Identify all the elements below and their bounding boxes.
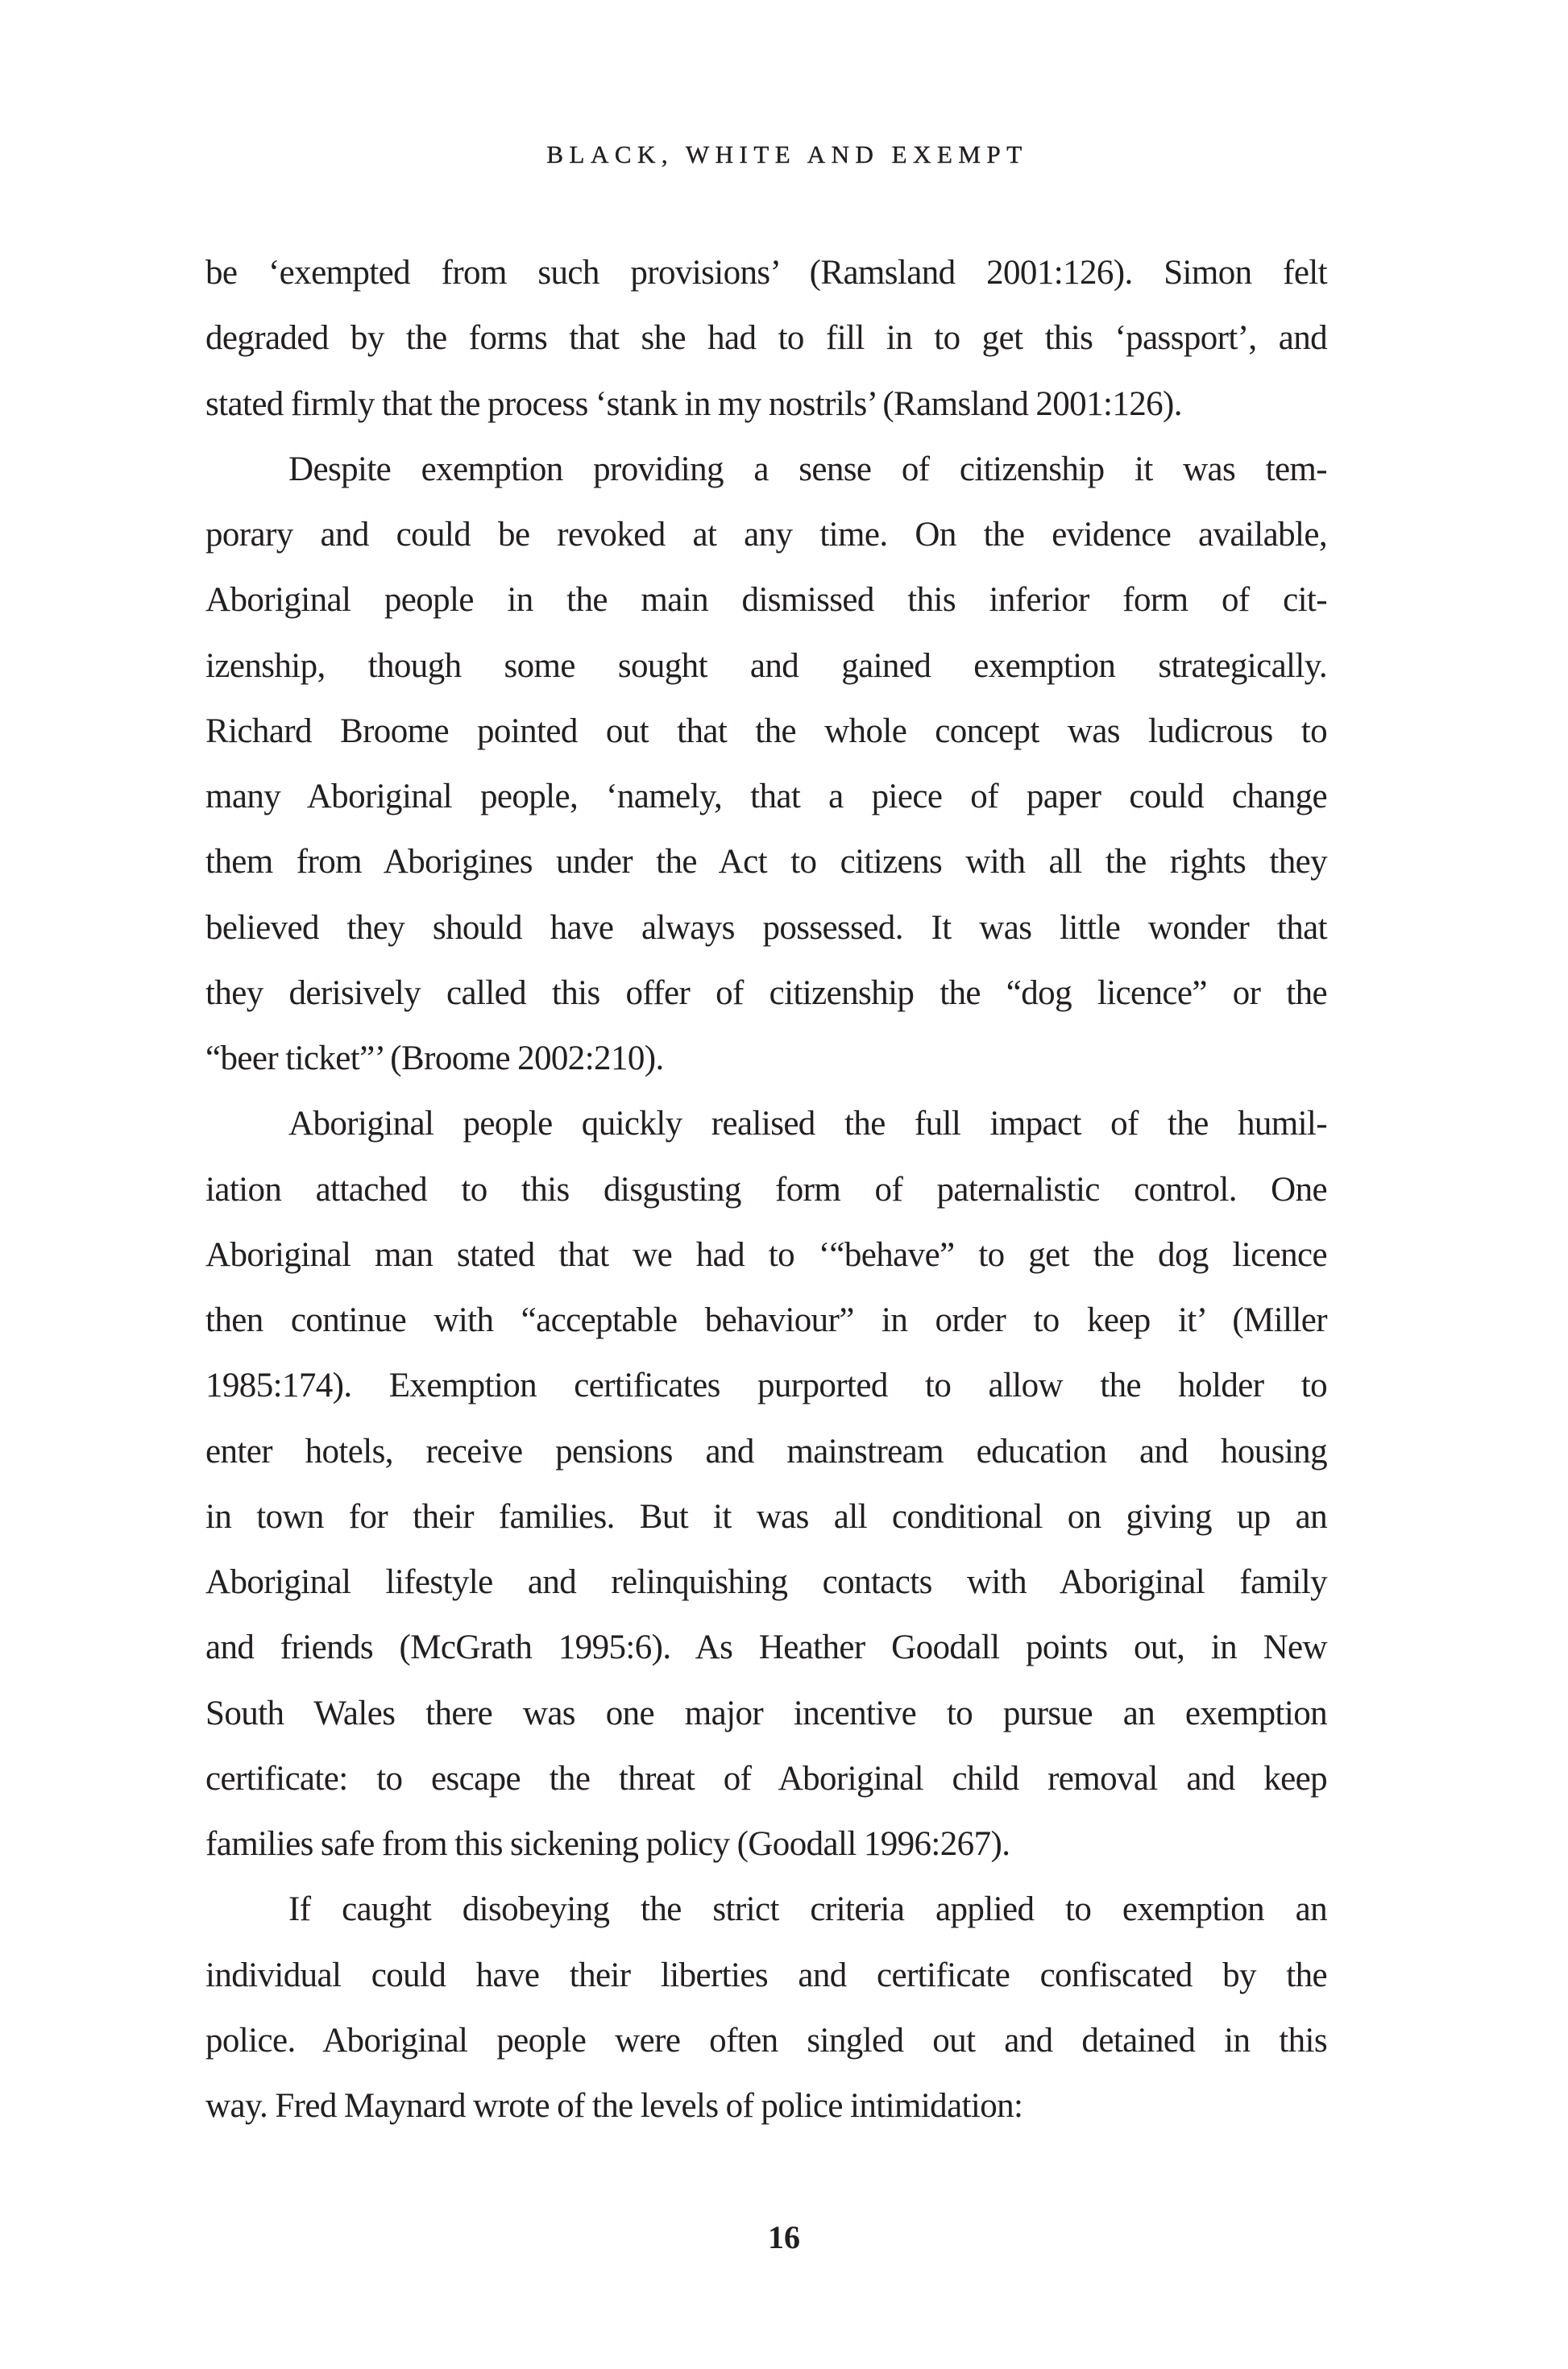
text-line: Aboriginal people in the main dismissed this inferior form of cit- bbox=[205, 581, 1327, 620]
text-line: stated firmly that the process ‘stank in my nostrils’ (Ramsland 2001:126). bbox=[205, 384, 1182, 423]
text-line: Aboriginal man stated that we had to ‘“behave” to get the dog licence bbox=[205, 1235, 1327, 1274]
text-line: enter hotels, receive pensions and mainstream education and housing bbox=[205, 1432, 1327, 1471]
text-line: be ‘exempted from such provisions’ (Ramsland 2001:126). Simon felt bbox=[205, 254, 1327, 292]
running-head: BLACK, WHITE AND EXEMPT bbox=[546, 140, 1028, 168]
text-line: iation attached to this disgusting form of paternalistic control. One bbox=[205, 1170, 1327, 1209]
paragraph bbox=[205, 1877, 1327, 2139]
text-line: porary and could be revoked at any time. On the evidence available, bbox=[205, 516, 1327, 554]
paragraph bbox=[205, 437, 1327, 1092]
text-line: certificate: to escape the threat of Aboriginal child removal and keep bbox=[205, 1759, 1327, 1798]
text-line: South Wales there was one major incentive to pursue an exemption bbox=[205, 1694, 1327, 1732]
body-text bbox=[205, 240, 1327, 2139]
text-line: Aboriginal lifestyle and relinquishing contacts with Aboriginal family bbox=[205, 1563, 1327, 1601]
text-line: police. Aboriginal people were often singled out and detained in this bbox=[205, 2021, 1327, 2060]
text-line: izenship, though some sought and gained exemption strategically. bbox=[205, 646, 1327, 685]
text-line: many Aboriginal people, ‘namely, that a piece of paper could change bbox=[205, 778, 1327, 815]
text-line: they derisively called this offer of citizenship the “dog licence” or the bbox=[205, 973, 1327, 1012]
text-line: individual could have their liberties and certificate confiscated by the bbox=[205, 1956, 1327, 1994]
paragraph bbox=[205, 240, 1327, 437]
text-line: 1985:174). Exemption certificates purported to allow the holder to bbox=[205, 1367, 1327, 1405]
page-number: 16 bbox=[768, 2219, 800, 2255]
text-line: degraded by the forms that she had to fill in to get this ‘passport’, and bbox=[205, 319, 1327, 358]
text-line: believed they should have always possessed. It was little wonder that bbox=[205, 908, 1327, 947]
text-line: Despite exemption providing a sense of citizenship it was tem- bbox=[288, 450, 1327, 488]
text-line: way. Fred Maynard wrote of the levels of police intimidation: bbox=[205, 2087, 1023, 2125]
text-line: then continue with “acceptable behaviour” in order to keep it’ (Miller bbox=[205, 1301, 1327, 1339]
text-line: “beer ticket”’ (Broome 2002:210). bbox=[205, 1039, 664, 1077]
text-line: and friends (McGrath 1995:6). As Heather Goodall points out, in New bbox=[205, 1628, 1327, 1667]
text-line: in town for their families. But it was all conditional on giving up an bbox=[205, 1497, 1327, 1536]
text-line: Aboriginal people quickly realised the full impact of the humil- bbox=[288, 1105, 1327, 1143]
text-line: Richard Broome pointed out that the whole concept was ludicrous to bbox=[205, 712, 1327, 750]
paragraph bbox=[205, 1091, 1327, 1877]
text-line: families safe from this sickening policy (Goodall 1996:267). bbox=[205, 1825, 1010, 1863]
text-line: them from Aborigines under the Act to citizens with all the rights they bbox=[205, 843, 1327, 882]
text-line: If caught disobeying the strict criteria applied to exemption an bbox=[288, 1890, 1327, 1929]
